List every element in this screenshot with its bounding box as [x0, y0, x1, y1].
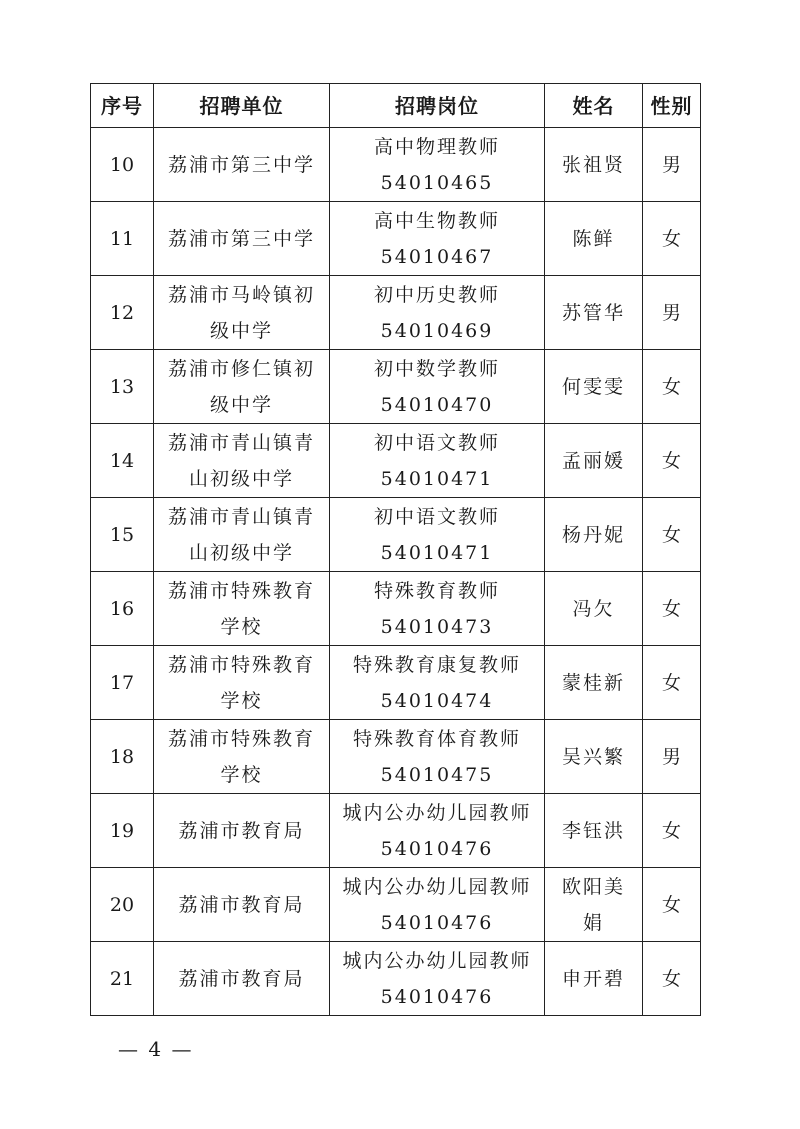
- cell-gender: 女: [643, 498, 701, 572]
- cell-post: [330, 720, 545, 794]
- cell-post-line: 特殊教育体育教师: [352, 727, 521, 750]
- table-row: [91, 646, 701, 720]
- cell-post-line: 54010476: [380, 837, 494, 860]
- cell-gender: 女: [643, 572, 701, 646]
- cell-gender: 男: [643, 276, 701, 350]
- cell-post-line: 初中语文教师: [373, 505, 500, 528]
- cell-gender: 女: [643, 202, 701, 276]
- cell-post: [330, 424, 545, 498]
- cell-post-line: 54010465: [380, 171, 494, 194]
- cell-post-line: 高中生物教师: [373, 209, 500, 232]
- cell-name: [545, 646, 643, 720]
- cell-unit-line: 级中学: [209, 319, 273, 342]
- header-gender: 性别: [643, 84, 701, 128]
- cell-seq: 12: [91, 276, 154, 350]
- cell-name: [545, 350, 643, 424]
- cell-gender: 男: [643, 720, 701, 794]
- cell-post-line: 城内公办幼儿园教师: [342, 949, 532, 972]
- cell-post-line: 城内公办幼儿园教师: [342, 801, 532, 824]
- cell-post: [330, 942, 545, 1016]
- cell-name-line: 冯欠: [572, 597, 615, 620]
- cell-name: [545, 128, 643, 202]
- cell-seq: 10: [91, 128, 154, 202]
- cell-name-line: 申开碧: [561, 967, 625, 990]
- cell-seq: 21: [91, 942, 154, 1016]
- cell-post-line: 高中物理教师: [373, 135, 500, 158]
- cell-name-line: 陈鲜: [572, 227, 615, 250]
- cell-unit-line: 荔浦市特殊教育: [167, 727, 315, 750]
- table-row: [91, 942, 701, 1016]
- cell-post-line: 54010474: [380, 689, 494, 712]
- cell-unit-line: 荔浦市马岭镇初: [167, 283, 315, 306]
- cell-post: [330, 350, 545, 424]
- cell-unit: [154, 276, 330, 350]
- cell-post-line: 54010475: [380, 763, 494, 786]
- cell-unit-line: 山初级中学: [188, 541, 294, 564]
- cell-name-line: 何雯雯: [561, 375, 625, 398]
- cell-post: [330, 868, 545, 942]
- cell-seq: 13: [91, 350, 154, 424]
- cell-unit: [154, 572, 330, 646]
- header-seq: 序号: [91, 84, 154, 128]
- cell-unit-line: 荔浦市修仁镇初: [167, 357, 315, 380]
- cell-gender: 女: [643, 646, 701, 720]
- cell-gender: 女: [643, 350, 701, 424]
- table-body: [91, 128, 701, 1016]
- cell-unit: [154, 350, 330, 424]
- cell-name-line: 吴兴繁: [561, 745, 625, 768]
- cell-unit-line: 荔浦市教育局: [178, 967, 305, 990]
- header-post: 招聘岗位: [330, 84, 545, 128]
- cell-gender: 女: [643, 424, 701, 498]
- table-row: [91, 572, 701, 646]
- cell-post: [330, 646, 545, 720]
- cell-unit: [154, 794, 330, 868]
- table-row: [91, 720, 701, 794]
- cell-post: [330, 794, 545, 868]
- cell-seq: 20: [91, 868, 154, 942]
- cell-post-line: 54010473: [380, 615, 494, 638]
- cell-gender: 女: [643, 868, 701, 942]
- cell-post: [330, 128, 545, 202]
- cell-post-line: 初中语文教师: [373, 431, 500, 454]
- cell-post-line: 54010467: [380, 245, 494, 268]
- cell-seq: 19: [91, 794, 154, 868]
- table-row: [91, 276, 701, 350]
- cell-post: [330, 276, 545, 350]
- table-row: [91, 498, 701, 572]
- cell-name: [545, 424, 643, 498]
- cell-unit-line: 荔浦市特殊教育: [167, 579, 315, 602]
- cell-name: [545, 720, 643, 794]
- cell-name: [545, 276, 643, 350]
- cell-post-line: 初中历史教师: [373, 283, 500, 306]
- cell-unit-line: 级中学: [209, 393, 273, 416]
- cell-post-line: 54010471: [380, 467, 494, 490]
- cell-name: [545, 498, 643, 572]
- cell-name: [545, 572, 643, 646]
- table-row: [91, 128, 701, 202]
- cell-post-line: 54010469: [380, 319, 494, 342]
- cell-post-line: 54010476: [380, 911, 494, 934]
- cell-unit-line: 荔浦市第三中学: [167, 227, 315, 250]
- cell-unit: [154, 646, 330, 720]
- table-row: [91, 794, 701, 868]
- cell-seq: 14: [91, 424, 154, 498]
- recruitment-table: [90, 83, 701, 1016]
- cell-name-line: 娟: [582, 911, 604, 934]
- cell-name: [545, 942, 643, 1016]
- table-header-row: [91, 84, 701, 128]
- cell-post-line: 城内公办幼儿园教师: [342, 875, 532, 898]
- cell-post-line: 特殊教育康复教师: [352, 653, 521, 676]
- table-row: [91, 868, 701, 942]
- cell-name-line: 孟丽媛: [561, 449, 625, 472]
- cell-seq: 11: [91, 202, 154, 276]
- cell-name-line: 蒙桂新: [561, 671, 625, 694]
- cell-name-line: 苏管华: [561, 301, 625, 324]
- cell-post-line: 初中数学教师: [373, 357, 500, 380]
- header-name: 姓名: [545, 84, 643, 128]
- cell-gender: 男: [643, 128, 701, 202]
- cell-unit-line: 荔浦市青山镇青: [167, 431, 315, 454]
- table-row: [91, 350, 701, 424]
- cell-post: [330, 572, 545, 646]
- cell-seq: 17: [91, 646, 154, 720]
- cell-unit-line: 荔浦市教育局: [178, 819, 305, 842]
- page-number: — 4 —: [118, 1037, 194, 1061]
- cell-post-line: 54010471: [380, 541, 494, 564]
- cell-post-line: 特殊教育教师: [373, 579, 500, 602]
- cell-name-line: 欧阳美: [561, 875, 625, 898]
- cell-unit-line: 学校: [220, 763, 263, 786]
- cell-unit: [154, 424, 330, 498]
- cell-name-line: 李钰洪: [561, 819, 625, 842]
- cell-name: [545, 868, 643, 942]
- cell-unit: [154, 868, 330, 942]
- cell-unit: [154, 942, 330, 1016]
- cell-post-line: 54010476: [380, 985, 494, 1008]
- cell-name: [545, 202, 643, 276]
- cell-unit-line: 荔浦市教育局: [178, 893, 305, 916]
- cell-unit-line: 学校: [220, 689, 263, 712]
- cell-name-line: 杨丹妮: [561, 523, 625, 546]
- cell-post-line: 54010470: [380, 393, 494, 416]
- cell-unit: [154, 720, 330, 794]
- cell-gender: 女: [643, 942, 701, 1016]
- cell-name: [545, 794, 643, 868]
- cell-seq: 15: [91, 498, 154, 572]
- table-row: [91, 202, 701, 276]
- cell-post: [330, 498, 545, 572]
- cell-unit: [154, 202, 330, 276]
- table-row: [91, 424, 701, 498]
- cell-post: [330, 202, 545, 276]
- cell-seq: 16: [91, 572, 154, 646]
- cell-unit-line: 山初级中学: [188, 467, 294, 490]
- cell-unit-line: 荔浦市特殊教育: [167, 653, 315, 676]
- cell-gender: 女: [643, 794, 701, 868]
- cell-name-line: 张祖贤: [561, 153, 625, 176]
- header-unit: 招聘单位: [154, 84, 330, 128]
- cell-unit: [154, 128, 330, 202]
- cell-seq: 18: [91, 720, 154, 794]
- cell-unit-line: 学校: [220, 615, 263, 638]
- cell-unit-line: 荔浦市第三中学: [167, 153, 315, 176]
- cell-unit-line: 荔浦市青山镇青: [167, 505, 315, 528]
- cell-unit: [154, 498, 330, 572]
